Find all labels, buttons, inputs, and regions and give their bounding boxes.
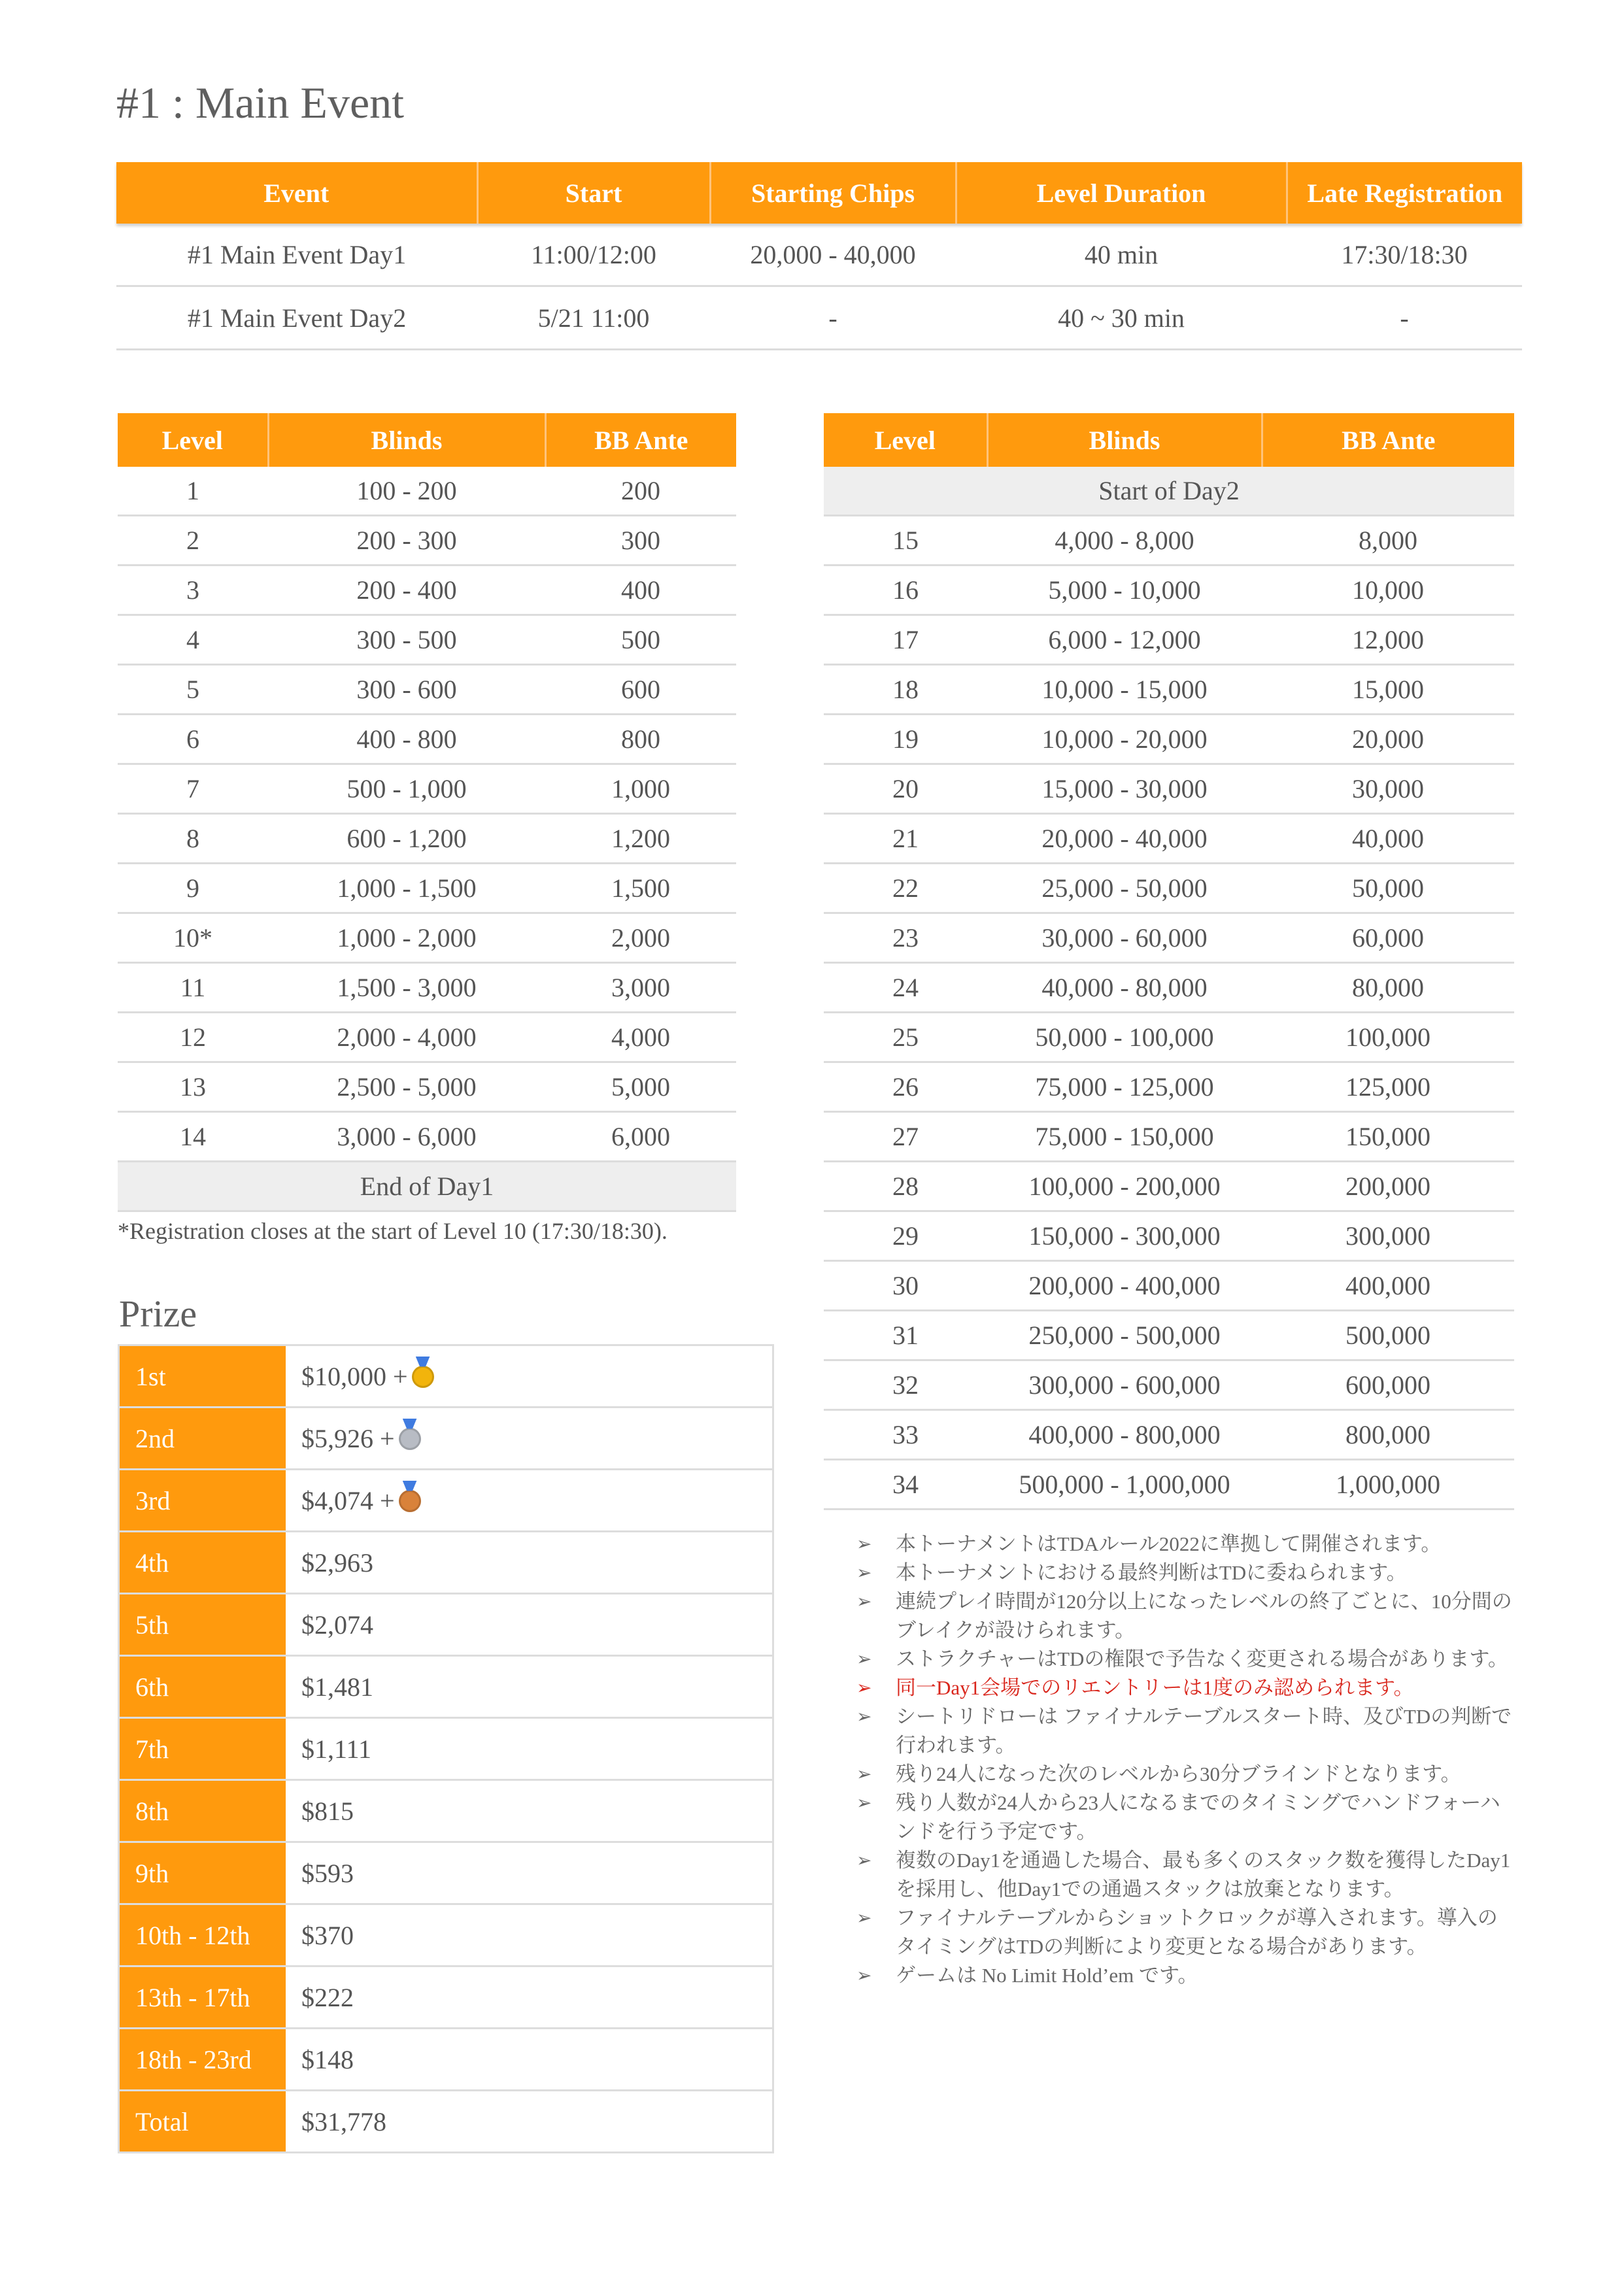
cell-blinds: 4,000 - 8,000	[987, 516, 1262, 565]
prize-amount-cell	[286, 1594, 773, 1656]
prize-amount-cell	[286, 2029, 773, 2091]
cell-level: 16	[824, 565, 987, 615]
cell-level: 9	[118, 864, 268, 913]
blind-row	[118, 467, 736, 516]
prize-amount: $148	[301, 2044, 354, 2074]
cell-bb-ante: 1,200	[545, 814, 736, 864]
blind-row	[824, 1013, 1514, 1062]
cell-bb-ante: 30,000	[1262, 764, 1514, 814]
cell-bb-ante: 60,000	[1262, 913, 1514, 963]
arrow-bullet-icon: ➢	[856, 1792, 872, 1813]
blind-row	[824, 665, 1514, 715]
event-row-day2	[116, 286, 1522, 350]
cell-level: 6	[118, 715, 268, 764]
cell-blinds: 200 - 400	[268, 565, 545, 615]
cell-level: 14	[118, 1112, 268, 1162]
start-of-day2-label: Start of Day2	[824, 467, 1514, 516]
note-item	[856, 1674, 1517, 1702]
arrow-bullet-icon: ➢	[856, 1533, 872, 1555]
prize-place: 6th	[119, 1656, 286, 1718]
blind-row	[824, 1460, 1514, 1510]
blind-table-header	[824, 413, 1514, 467]
blind-row	[824, 565, 1514, 615]
prize-row	[119, 1594, 773, 1656]
blind-row	[118, 516, 736, 565]
cell-bb-ante: 300	[545, 516, 736, 565]
prize-title: Prize	[119, 1292, 197, 1335]
cell-bb-ante: 50,000	[1262, 864, 1514, 913]
cell-level: 32	[824, 1360, 987, 1410]
cell-blinds: 20,000 - 40,000	[987, 814, 1262, 864]
cell-level: 15	[824, 516, 987, 565]
page-title: #1 : Main Event	[116, 78, 405, 127]
cell-bb-ante: 150,000	[1262, 1112, 1514, 1162]
note-text: ストラクチャーはTDの権限で予告なく変更される場合があります。	[896, 1647, 1508, 1670]
header-level-duration: Level Duration	[956, 162, 1287, 224]
cell-bb-ante: 400	[545, 565, 736, 615]
cell-level: 13	[118, 1062, 268, 1112]
cell-blinds: 30,000 - 60,000	[987, 913, 1262, 963]
header-level: Level	[118, 413, 268, 467]
arrow-bullet-icon: ➢	[856, 1965, 872, 1986]
prize-amount-cell	[286, 1656, 773, 1718]
note-text: 同一Day1会場でのリエントリーは1度のみ認められます。	[896, 1676, 1414, 1699]
cell-blinds: 600 - 1,200	[268, 814, 545, 864]
cell-bb-ante: 6,000	[545, 1112, 736, 1162]
prize-amount: $1,111	[301, 1734, 372, 1764]
note-text: シートリドローは ファイナルテーブルスタート時、及びTDの判断で行われます。	[896, 1705, 1512, 1757]
cell-level: 24	[824, 963, 987, 1013]
cell-bb-ante: 200,000	[1262, 1162, 1514, 1211]
blind-row	[118, 913, 736, 963]
cell: 40 min	[956, 224, 1287, 286]
cell-blinds: 1,000 - 2,000	[268, 913, 545, 963]
cell-level: 19	[824, 715, 987, 764]
end-of-day1-row	[118, 1162, 736, 1211]
cell-level: 5	[118, 665, 268, 715]
prize-row	[119, 1532, 773, 1594]
cell-blinds: 3,000 - 6,000	[268, 1112, 545, 1162]
end-of-day1-label: End of Day1	[118, 1162, 736, 1211]
bronze-medal-icon	[399, 1490, 421, 1512]
cell-blinds: 400,000 - 800,000	[987, 1410, 1262, 1460]
blind-row	[118, 963, 736, 1013]
cell-level: 23	[824, 913, 987, 963]
blind-row	[824, 1162, 1514, 1211]
blind-table-header	[118, 413, 736, 467]
cell-level: 26	[824, 1062, 987, 1112]
cell: 11:00/12:00	[477, 224, 710, 286]
prize-amount-cell	[286, 1780, 773, 1842]
cell-bb-ante: 600,000	[1262, 1360, 1514, 1410]
blind-row	[824, 1410, 1514, 1460]
header-bb-ante: BB Ante	[545, 413, 736, 467]
cell-level: 34	[824, 1460, 987, 1510]
header-late-registration: Late Registration	[1287, 162, 1522, 224]
arrow-bullet-icon: ➢	[856, 1763, 872, 1785]
cell-level: 17	[824, 615, 987, 665]
prize-amount: $2,074	[301, 1610, 373, 1640]
cell-bb-ante: 20,000	[1262, 715, 1514, 764]
arrow-bullet-icon: ➢	[856, 1562, 872, 1583]
note-text: 複数のDay1を通過した場合、最も多くのスタック数を獲得したDay1を採用し、他Day1での通過スタックは放棄となります。	[896, 1849, 1511, 1900]
prize-row	[119, 1656, 773, 1718]
cell-level: 30	[824, 1261, 987, 1311]
cell-level: 2	[118, 516, 268, 565]
arrow-bullet-icon: ➢	[856, 1677, 872, 1698]
blind-table-day1	[118, 413, 736, 1212]
prize-place: 13th - 17th	[119, 1966, 286, 2029]
rules-notes	[856, 1530, 1517, 1990]
header-blinds: Blinds	[268, 413, 545, 467]
cell-level: 25	[824, 1013, 987, 1062]
blind-row	[824, 913, 1514, 963]
header-blinds: Blinds	[987, 413, 1262, 467]
cell: #1 Main Event Day2	[116, 286, 477, 350]
cell-bb-ante: 100,000	[1262, 1013, 1514, 1062]
event-table-header	[116, 162, 1522, 224]
blind-row	[118, 764, 736, 814]
prize-amount-cell	[286, 1718, 773, 1780]
event-table	[116, 162, 1522, 350]
cell-blinds: 100,000 - 200,000	[987, 1162, 1262, 1211]
blind-row	[824, 1311, 1514, 1360]
cell-level: 20	[824, 764, 987, 814]
prize-place: 7th	[119, 1718, 286, 1780]
prize-place: 8th	[119, 1780, 286, 1842]
note-item	[856, 1587, 1517, 1645]
cell-bb-ante: 1,500	[545, 864, 736, 913]
cell: 5/21 11:00	[477, 286, 710, 350]
cell-bb-ante: 600	[545, 665, 736, 715]
note-item	[856, 1702, 1517, 1760]
cell-level: 8	[118, 814, 268, 864]
cell-level: 29	[824, 1211, 987, 1261]
note-item	[856, 1530, 1517, 1559]
note-item	[856, 1645, 1517, 1674]
cell-blinds: 100 - 200	[268, 467, 545, 516]
prize-amount-cell	[286, 1966, 773, 2029]
silver-medal-icon	[399, 1428, 421, 1450]
note-item	[856, 1846, 1517, 1904]
cell-bb-ante: 80,000	[1262, 963, 1514, 1013]
cell-blinds: 1,000 - 1,500	[268, 864, 545, 913]
note-item	[856, 1760, 1517, 1789]
cell-level: 12	[118, 1013, 268, 1062]
cell-blinds: 2,500 - 5,000	[268, 1062, 545, 1112]
cell-bb-ante: 5,000	[545, 1062, 736, 1112]
prize-row	[119, 1904, 773, 1966]
cell-blinds: 2,000 - 4,000	[268, 1013, 545, 1062]
note-item	[856, 1789, 1517, 1846]
prize-amount-cell	[286, 1470, 773, 1532]
cell-level: 7	[118, 764, 268, 814]
header-starting-chips: Starting Chips	[710, 162, 956, 224]
cell-blinds: 250,000 - 500,000	[987, 1311, 1262, 1360]
arrow-bullet-icon: ➢	[856, 1706, 872, 1727]
note-text: 本トーナメントにおける最終判断はTDに委ねられます。	[896, 1561, 1407, 1584]
blind-row	[824, 715, 1514, 764]
blind-row	[118, 715, 736, 764]
prize-place: 3rd	[119, 1470, 286, 1532]
cell-bb-ante: 8,000	[1262, 516, 1514, 565]
cell-bb-ante: 1,000	[545, 764, 736, 814]
cell-blinds: 300,000 - 600,000	[987, 1360, 1262, 1410]
prize-row	[119, 1470, 773, 1532]
cell-blinds: 6,000 - 12,000	[987, 615, 1262, 665]
blind-row	[118, 565, 736, 615]
cell-blinds: 25,000 - 50,000	[987, 864, 1262, 913]
header-level: Level	[824, 413, 987, 467]
prize-amount: $222	[301, 1982, 354, 2012]
cell-blinds: 150,000 - 300,000	[987, 1211, 1262, 1261]
cell-blinds: 75,000 - 125,000	[987, 1062, 1262, 1112]
note-text: 連続プレイ時間が120分以上になったレベルの終了ごとに、10分間のブレイクが設けられます。	[896, 1590, 1512, 1642]
prize-row	[119, 1966, 773, 2029]
prize-amount: $2,963	[301, 1547, 373, 1577]
note-item	[856, 1559, 1517, 1587]
cell-level: 10*	[118, 913, 268, 963]
prize-row	[119, 1408, 773, 1470]
prize-amount: $593	[301, 1858, 354, 1888]
prize-row	[119, 1842, 773, 1904]
cell-bb-ante: 2,000	[545, 913, 736, 963]
cell: -	[710, 286, 956, 350]
blind-row	[824, 1360, 1514, 1410]
header-start: Start	[477, 162, 710, 224]
prize-amount-cell	[286, 1408, 773, 1470]
cell-blinds: 200,000 - 400,000	[987, 1261, 1262, 1311]
prize-row	[119, 1718, 773, 1780]
prize-amount: $815	[301, 1796, 354, 1826]
prize-amount-cell	[286, 1842, 773, 1904]
prize-table	[118, 1344, 774, 2153]
registration-note: *Registration closes at the start of Level 10 (17:30/18:30).	[118, 1218, 668, 1244]
cell-blinds: 75,000 - 150,000	[987, 1112, 1262, 1162]
header-bb-ante: BB Ante	[1262, 413, 1514, 467]
prize-amount: $370	[301, 1920, 354, 1950]
cell-level: 28	[824, 1162, 987, 1211]
cell-bb-ante: 800,000	[1262, 1410, 1514, 1460]
prize-place: 4th	[119, 1532, 286, 1594]
prize-amount-cell	[286, 2091, 773, 2153]
blind-row	[824, 1261, 1514, 1311]
prize-amount: $10,000 +	[301, 1361, 408, 1391]
cell-blinds: 10,000 - 20,000	[987, 715, 1262, 764]
cell-level: 33	[824, 1410, 987, 1460]
cell-blinds: 500 - 1,000	[268, 764, 545, 814]
note-text: ゲームは No Limit Hold’em です。	[896, 1964, 1198, 1987]
prize-amount: $31,778	[301, 2106, 386, 2136]
note-item	[856, 1961, 1517, 1990]
prize-row	[119, 2091, 773, 2153]
cell-blinds: 50,000 - 100,000	[987, 1013, 1262, 1062]
blind-row	[824, 516, 1514, 565]
note-item	[856, 1904, 1517, 1961]
cell-blinds: 300 - 600	[268, 665, 545, 715]
cell-bb-ante: 500	[545, 615, 736, 665]
cell-bb-ante: 15,000	[1262, 665, 1514, 715]
cell-level: 27	[824, 1112, 987, 1162]
blind-row	[824, 864, 1514, 913]
prize-row	[119, 1345, 773, 1408]
prize-amount-cell	[286, 1345, 773, 1408]
cell-level: 31	[824, 1311, 987, 1360]
cell-bb-ante: 800	[545, 715, 736, 764]
cell-bb-ante: 125,000	[1262, 1062, 1514, 1112]
blind-row	[118, 864, 736, 913]
cell-level: 1	[118, 467, 268, 516]
cell-bb-ante: 40,000	[1262, 814, 1514, 864]
blind-row	[824, 963, 1514, 1013]
prize-amount: $5,926 +	[301, 1423, 395, 1453]
blind-row	[118, 1013, 736, 1062]
cell-blinds: 10,000 - 15,000	[987, 665, 1262, 715]
cell-blinds: 5,000 - 10,000	[987, 565, 1262, 615]
cell: 17:30/18:30	[1287, 224, 1522, 286]
blind-table-day2	[824, 413, 1514, 1510]
prize-amount-cell	[286, 1532, 773, 1594]
cell-level: 21	[824, 814, 987, 864]
prize-amount-cell	[286, 1904, 773, 1966]
cell-bb-ante: 500,000	[1262, 1311, 1514, 1360]
prize-place: 2nd	[119, 1408, 286, 1470]
note-text: ファイナルテーブルからショットクロックが導入されます。導入のタイミングはTDの判断により変更となる場合があります。	[896, 1906, 1498, 1958]
note-text: 残り人数が24人から23人になるまでのタイミングでハンドフォーハンドを行う予定です。	[896, 1791, 1500, 1843]
prize-place: 1st	[119, 1345, 286, 1408]
cell-bb-ante: 12,000	[1262, 615, 1514, 665]
cell-level: 22	[824, 864, 987, 913]
arrow-bullet-icon: ➢	[856, 1648, 872, 1670]
prize-place: 10th - 12th	[119, 1904, 286, 1966]
blind-row	[118, 665, 736, 715]
blind-row	[118, 1062, 736, 1112]
cell-level: 11	[118, 963, 268, 1013]
cell-blinds: 400 - 800	[268, 715, 545, 764]
blind-row	[824, 1062, 1514, 1112]
event-row-day1	[116, 224, 1522, 286]
header-event: Event	[116, 162, 477, 224]
cell-bb-ante: 400,000	[1262, 1261, 1514, 1311]
cell-level: 4	[118, 615, 268, 665]
blind-row	[118, 814, 736, 864]
cell-blinds: 40,000 - 80,000	[987, 963, 1262, 1013]
blind-row	[824, 764, 1514, 814]
cell-blinds: 500,000 - 1,000,000	[987, 1460, 1262, 1510]
cell: 20,000 - 40,000	[710, 224, 956, 286]
cell: 40 ~ 30 min	[956, 286, 1287, 350]
blind-row	[824, 615, 1514, 665]
cell-level: 3	[118, 565, 268, 615]
cell-blinds: 15,000 - 30,000	[987, 764, 1262, 814]
prize-row	[119, 1780, 773, 1842]
blind-row	[118, 615, 736, 665]
blind-row	[118, 1112, 736, 1162]
cell-blinds: 200 - 300	[268, 516, 545, 565]
blind-row	[824, 1211, 1514, 1261]
cell-bb-ante: 10,000	[1262, 565, 1514, 615]
prize-amount: $1,481	[301, 1672, 373, 1702]
cell-blinds: 1,500 - 3,000	[268, 963, 545, 1013]
start-of-day2-row	[824, 467, 1514, 516]
prize-place: 18th - 23rd	[119, 2029, 286, 2091]
arrow-bullet-icon: ➢	[856, 1849, 872, 1871]
prize-row	[119, 2029, 773, 2091]
prize-amount: $4,074 +	[301, 1485, 395, 1515]
cell-bb-ante: 4,000	[545, 1013, 736, 1062]
prize-place: 5th	[119, 1594, 286, 1656]
gold-medal-icon	[412, 1366, 434, 1388]
cell-level: 18	[824, 665, 987, 715]
prize-place: 9th	[119, 1842, 286, 1904]
blind-row	[824, 1112, 1514, 1162]
cell: -	[1287, 286, 1522, 350]
note-text: 残り24人になった次のレベルから30分ブラインドとなります。	[896, 1763, 1461, 1785]
blind-row	[824, 814, 1514, 864]
cell-bb-ante: 3,000	[545, 963, 736, 1013]
cell-bb-ante: 200	[545, 467, 736, 516]
note-text: 本トーナメントはTDAルール2022に準拠して開催されます。	[896, 1532, 1442, 1555]
cell: #1 Main Event Day1	[116, 224, 477, 286]
arrow-bullet-icon: ➢	[856, 1591, 872, 1612]
cell-bb-ante: 300,000	[1262, 1211, 1514, 1261]
arrow-bullet-icon: ➢	[856, 1907, 872, 1929]
cell-blinds: 300 - 500	[268, 615, 545, 665]
prize-place: Total	[119, 2091, 286, 2153]
cell-bb-ante: 1,000,000	[1262, 1460, 1514, 1510]
